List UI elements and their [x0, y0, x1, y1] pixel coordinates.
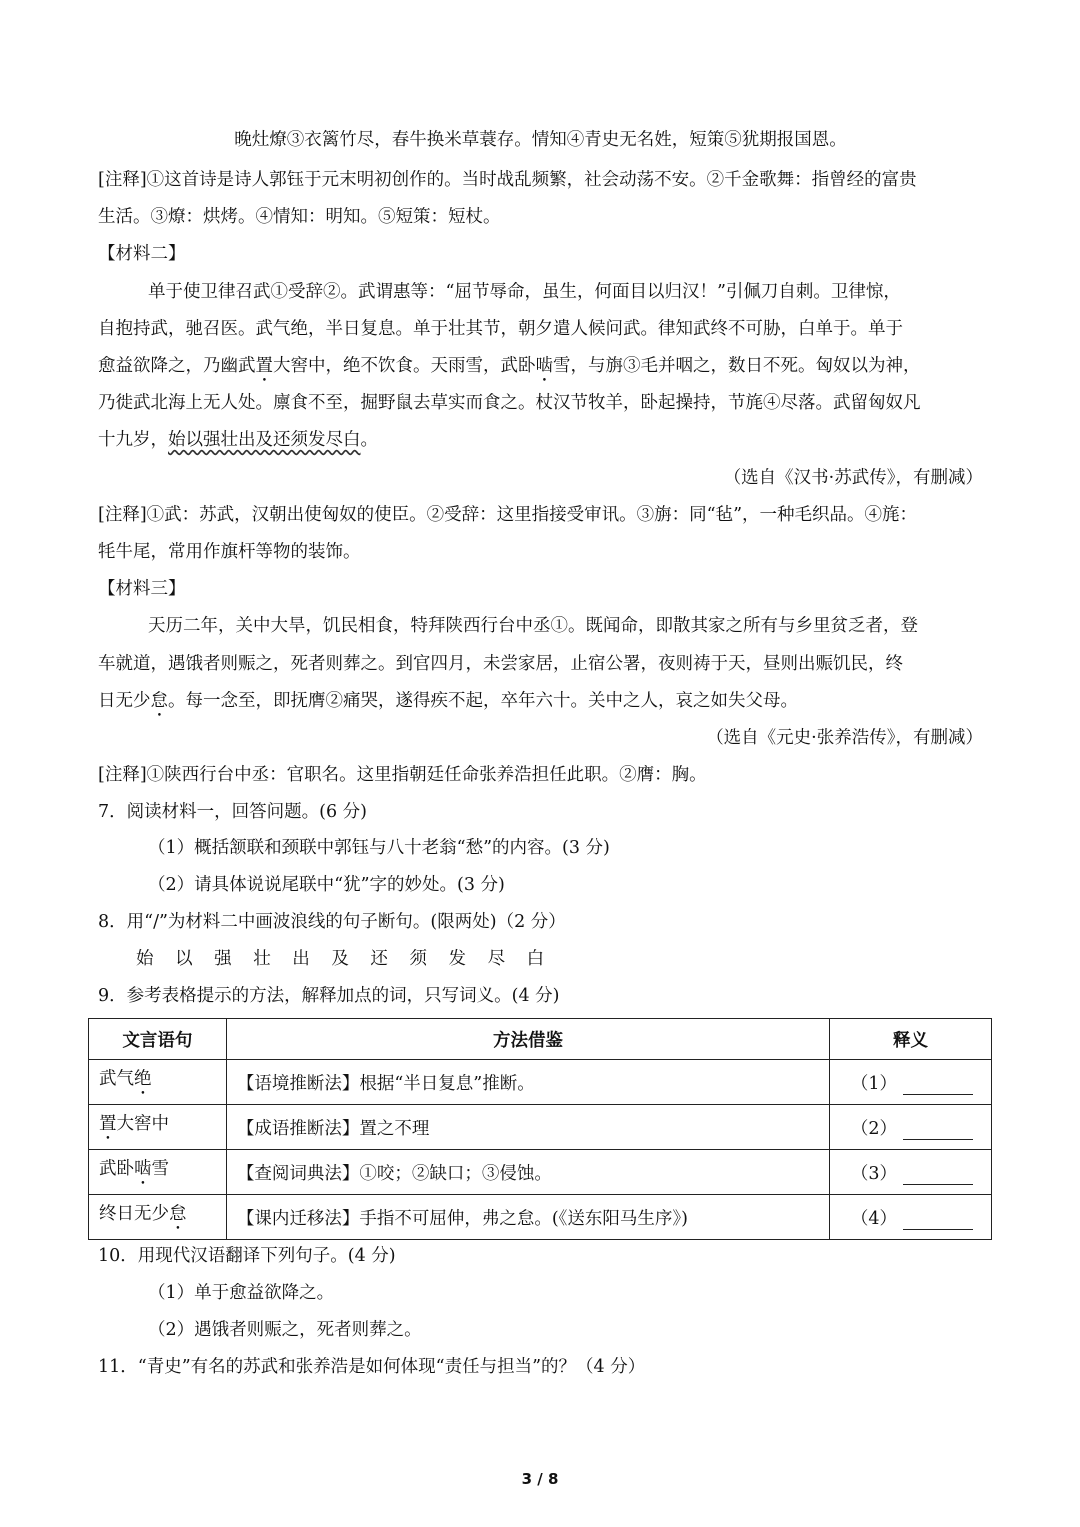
- material-two-heading: 【材料二】: [98, 244, 186, 264]
- answer-label: （3）: [850, 1163, 897, 1184]
- phrase-text: 雪: [151, 1159, 169, 1179]
- dotted-word-dai: 怠: [150, 691, 168, 711]
- phrase-text: 武气: [99, 1069, 134, 1089]
- material-two-p4: 乃徙武北海上无人处。廪食不至，掘野鼠去草实而食之。杖汉节牧羊，卧起操持，节旄④尽落。武留匈奴凡: [98, 393, 921, 413]
- answer-blank[interactable]: [903, 1076, 973, 1095]
- phrase-text: 武卧: [99, 1159, 134, 1179]
- table-cell-answer: [830, 1150, 992, 1195]
- material-two-p5-part-a: 十九岁，: [98, 430, 168, 450]
- wavy-underlined-sentence: 始以强壮出及还须发尽白: [168, 430, 361, 450]
- material-two-p3-part-b: 大窖中，绝不饮食。天雨雪，武卧: [273, 356, 536, 376]
- question-8-sentence: 始 以 强 壮 出 及 还 须 发 尽 白: [136, 949, 553, 969]
- material-two-p1: 单于使卫律召武①受辞②。武谓惠等：“屈节辱命，虽生，何面目以归汉！”引佩刀自刺。卫律惊，: [148, 282, 901, 302]
- answer-label: （1）: [850, 1073, 897, 1094]
- question-9: 9．参考表格提示的方法，解释加点的词，只写词义。(4 分): [98, 986, 560, 1006]
- dotted-word: 啮: [134, 1159, 152, 1179]
- material-two-note-line-2: 牦牛尾，常用作旗杆等物的装饰。: [98, 542, 361, 562]
- material-two-p5: [98, 428, 983, 452]
- material-three-p3-part-a: 日无少: [98, 691, 151, 711]
- question-7: 7．阅读材料一，回答问题。(6 分): [98, 802, 367, 822]
- table-header-meaning: 释义: [830, 1019, 992, 1060]
- table-cell-phrase: [89, 1105, 227, 1150]
- table-cell-method: 【成语推断法】置之不理: [226, 1105, 829, 1150]
- question-7-1: （1）概括颔联和颈联中郭钰与八十老翁“愁”的内容。(3 分): [148, 838, 610, 858]
- poem-note-line-1: [注释]①这首诗是诗人郭钰于元末明初创作的。当时战乱频繁，社会动荡不安。②千金歌舞：指曾经的富贵: [98, 170, 917, 190]
- table-cell-phrase: [89, 1195, 227, 1240]
- material-three-p3-part-b: 。每一念至，即抚膺②痛哭，遂得疾不起，卒年六十。关中之人，哀之如失父母。: [168, 691, 798, 711]
- table-row: [89, 1060, 992, 1105]
- question-7-2: （2）请具体说说尾联中“犹”字的妙处。(3 分): [148, 875, 505, 895]
- page-number: 3 / 8: [521, 1470, 559, 1488]
- answer-label: （4）: [850, 1208, 897, 1229]
- material-two-p2: 自抱持武，驰召医。武气绝，半日复息。单于壮其节，朝夕遣人候问武。律知武终不可胁，白单于。单于: [98, 319, 903, 339]
- table-cell-phrase: [89, 1060, 227, 1105]
- material-three-note: [注释]①陕西行台中丞：官职名。这里指朝廷任命张养浩担任此职。②膺：胸。: [98, 765, 707, 785]
- table-row: [89, 1195, 992, 1240]
- table-header-method: 方法借鉴: [226, 1019, 829, 1060]
- material-two-p3-part-c: 雪，与旃③毛并咽之，数日不死。匈奴以为神，: [553, 356, 921, 376]
- table-cell-method: 【语境推断法】根据“半日复息”推断。: [226, 1060, 829, 1105]
- table-cell-answer: [830, 1195, 992, 1240]
- answer-blank[interactable]: [903, 1166, 973, 1185]
- table-cell-answer: [830, 1060, 992, 1105]
- dotted-word-nie: 啮: [535, 356, 553, 376]
- table-header-phrase: 文言语句: [89, 1019, 227, 1060]
- material-three-p1: 天历二年，关中大旱，饥民相食，特拜陕西行台中丞①。既闻命，即散其家之所有与乡里贫乏者，登: [148, 616, 918, 636]
- dotted-word: 置: [99, 1114, 117, 1134]
- material-two-p3: [98, 354, 983, 386]
- table-row: [89, 1150, 992, 1195]
- dotted-word: 绝: [134, 1069, 152, 1089]
- question-10-1: （1）单于愈益欲降之。: [148, 1283, 335, 1303]
- answer-blank[interactable]: [903, 1211, 973, 1230]
- table-cell-method: 【课内迁移法】手指不可屈伸，弗之怠。(《送东阳马生序》): [226, 1195, 829, 1240]
- dotted-word-zhi: 置: [255, 356, 273, 376]
- poem-note-line-2: 生活。③燎：烘烤。④情知：明知。⑤短策：短杖。: [98, 207, 501, 227]
- method-table: [88, 1018, 992, 1240]
- material-two-source: （选自《汉书·苏武传》，有删减）: [723, 468, 983, 488]
- question-10: 10．用现代汉语翻译下列句子。(4 分): [98, 1246, 396, 1266]
- question-8: 8．用“/”为材料二中画波浪线的句子断句。(限两处)（2 分）: [98, 912, 566, 932]
- material-three-p2: 车就道，遇饿者则赈之，死者则葬之。到官四月，未尝家居，止宿公署，夜则祷于天，昼则出赈饥民，终: [98, 654, 903, 674]
- dotted-word: 怠: [169, 1204, 187, 1224]
- phrase-text: 大窖中: [116, 1114, 169, 1134]
- material-two-p5-part-b: 。: [360, 430, 378, 450]
- question-11: 11．“青史”有名的苏武和张养浩是如何体现“责任与担当”的？（4 分）: [98, 1357, 646, 1377]
- question-10-2: （2）遇饿者则赈之，死者则葬之。: [148, 1320, 422, 1340]
- table-cell-method: 【查阅词典法】①咬；②缺口；③侵蚀。: [226, 1150, 829, 1195]
- material-three-source: （选自《元史·张养浩传》，有删减）: [706, 728, 983, 748]
- material-two-p3-part-a: 愈益欲降之，乃幽武: [98, 356, 256, 376]
- poem-last-line: 晚灶燎③衣篱竹尽，春牛换米草蓑存。情知④青史无名姓，短策⑤犹期报国恩。: [234, 130, 847, 150]
- material-three-heading: 【材料三】: [98, 579, 186, 599]
- answer-blank[interactable]: [903, 1121, 973, 1140]
- table-row: [89, 1105, 992, 1150]
- table-cell-phrase: [89, 1150, 227, 1195]
- material-three-p3: [98, 689, 983, 721]
- material-two-note-line-1: [注释]①武：苏武，汉朝出使匈奴的使臣。②受辞：这里指接受审讯。③旃：同“毡”，一种毛织品。④旄：: [98, 505, 918, 525]
- table-cell-answer: [830, 1105, 992, 1150]
- answer-label: （2）: [850, 1118, 897, 1139]
- table-header-row: [89, 1019, 992, 1060]
- phrase-text: 终日无少: [99, 1204, 169, 1224]
